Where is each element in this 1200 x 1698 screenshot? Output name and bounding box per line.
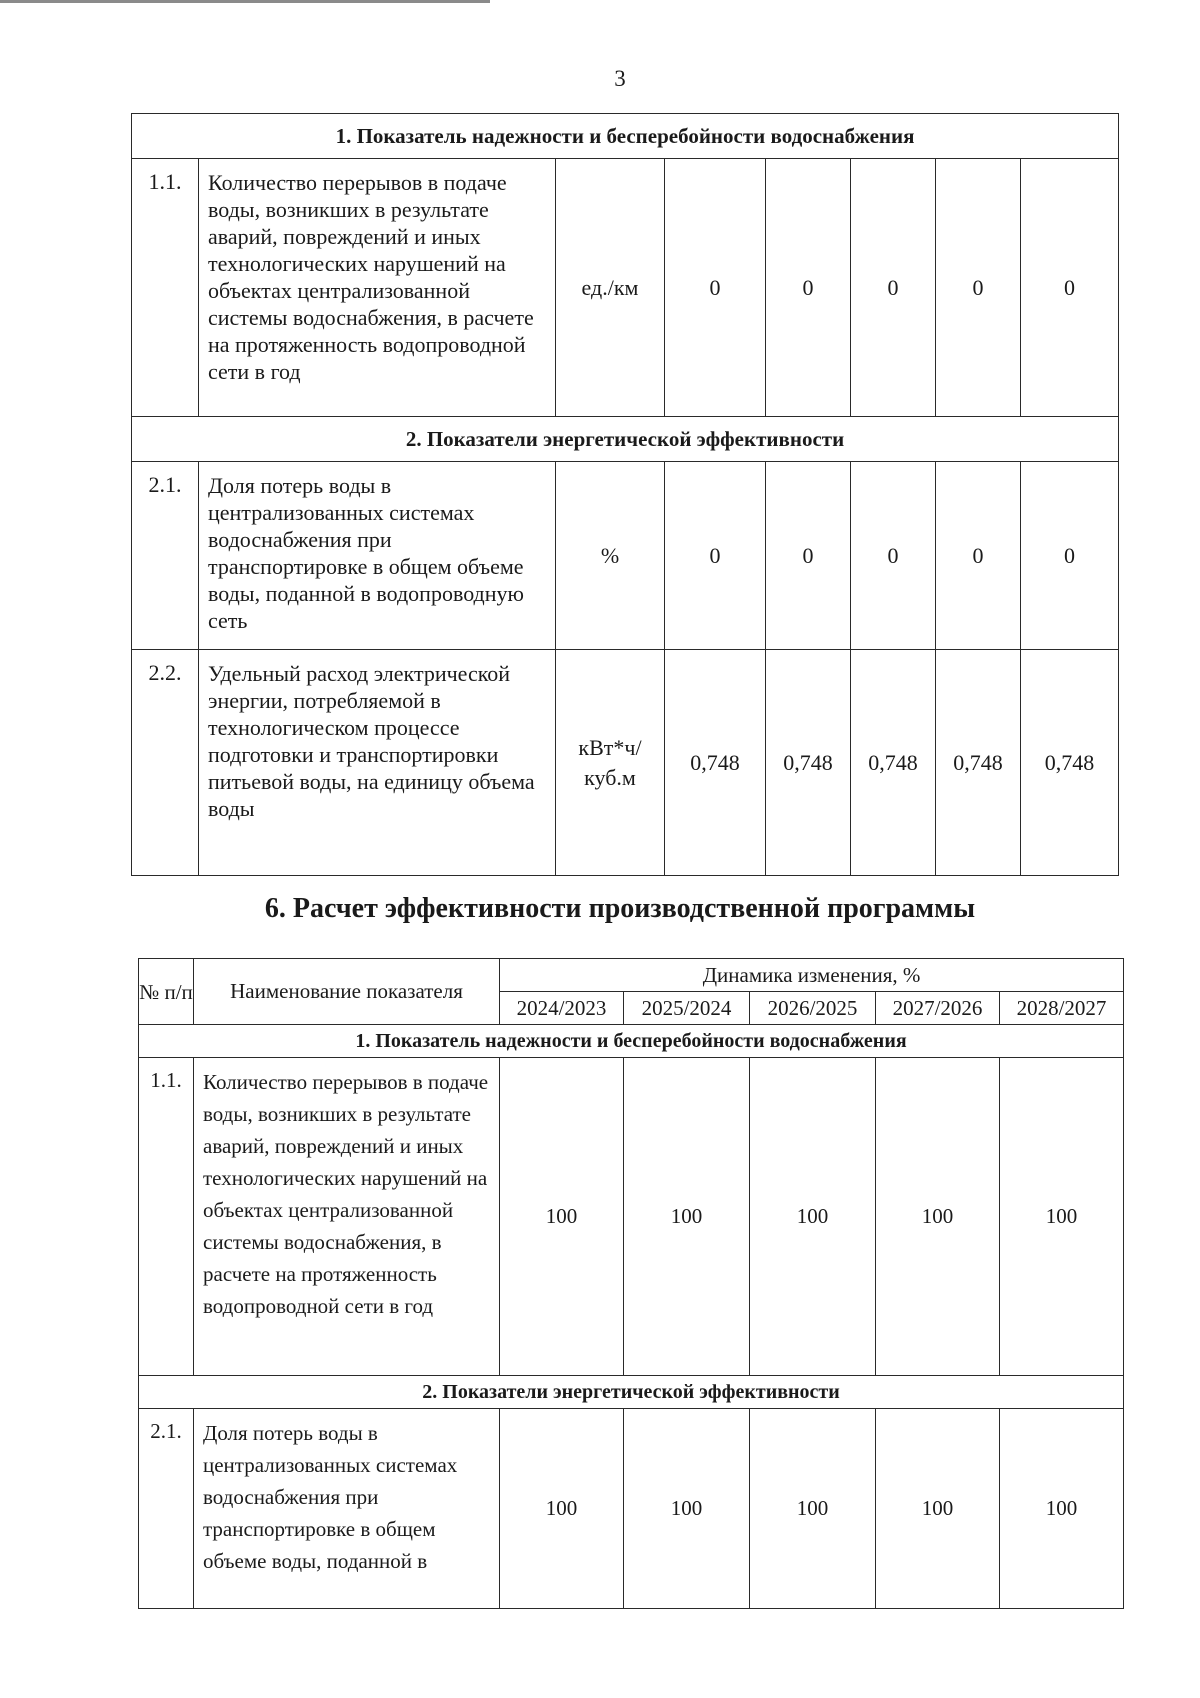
value-cell: 100 xyxy=(500,1058,624,1376)
value-cell: 100 xyxy=(624,1409,750,1609)
section-header: 2. Показатели энергетической эффективности xyxy=(139,1376,1124,1409)
value-cell: 0 xyxy=(936,462,1021,650)
value-cell: 100 xyxy=(876,1409,1000,1609)
row-number: 2.1. xyxy=(132,462,199,650)
value-cell: 100 xyxy=(500,1409,624,1609)
year-header: 2024/2023 xyxy=(500,992,624,1025)
indicator-name: Удельный расход электрической энергии, потребляемой в технологическом процессе подготовки и транспортировки питьевой воды, на единицу объема воды xyxy=(199,650,556,876)
value-cell: 0 xyxy=(1021,462,1119,650)
efficiency-table xyxy=(138,958,1124,1609)
table-row xyxy=(139,1376,1124,1409)
value-cell: 0 xyxy=(851,159,936,417)
indicator-name: Количество перерывов в подаче воды, возникших в результате аварий, повреждений и иных технологических нарушений на объектах централизованной системы водоснабжения, в расчете на протяженность водопроводной сети в год xyxy=(199,159,556,417)
indicator-name: Доля потерь воды в централизованных системах водоснабжения при транспортировке в общем объеме воды, поданной в водопроводную сеть xyxy=(199,462,556,650)
value-cell: 100 xyxy=(750,1058,876,1376)
value-cell: 100 xyxy=(624,1058,750,1376)
row-number: 1.1. xyxy=(139,1058,194,1376)
section-header: 1. Показатель надежности и бесперебойности водоснабжения xyxy=(139,1025,1124,1058)
row-number: 2.2. xyxy=(132,650,199,876)
year-header: 2028/2027 xyxy=(1000,992,1124,1025)
table-row xyxy=(139,1025,1124,1058)
indicator-name: Доля потерь воды в централизованных системах водоснабжения при транспортировке в общем объеме воды, поданной в xyxy=(194,1409,500,1609)
section-header: 2. Показатели энергетической эффективности xyxy=(132,417,1119,462)
scan-edge xyxy=(0,0,490,3)
year-header: 2025/2024 xyxy=(624,992,750,1025)
value-cell: 0,748 xyxy=(665,650,766,876)
value-cell: 100 xyxy=(750,1409,876,1609)
unit-cell: % xyxy=(556,462,665,650)
page-number: 3 xyxy=(614,66,626,91)
row-number: 2.1. xyxy=(139,1409,194,1609)
value-cell: 0 xyxy=(665,159,766,417)
value-cell: 100 xyxy=(876,1058,1000,1376)
value-cell: 0 xyxy=(766,159,851,417)
value-cell: 0 xyxy=(665,462,766,650)
indicators-table xyxy=(131,113,1119,876)
value-cell: 0,748 xyxy=(1021,650,1119,876)
section-title: 6. Расчет эффективности производственной программы xyxy=(264,893,976,924)
value-cell: 0 xyxy=(936,159,1021,417)
unit-cell: кВт*ч/ куб.м xyxy=(556,650,665,876)
table-row xyxy=(139,1409,1124,1609)
value-cell: 0,748 xyxy=(851,650,936,876)
value-cell: 0 xyxy=(1021,159,1119,417)
header-name: Наименование показателя xyxy=(194,959,500,1025)
unit-cell: ед./км xyxy=(556,159,665,417)
value-cell: 0 xyxy=(766,462,851,650)
table-row xyxy=(132,462,1119,650)
year-header: 2027/2026 xyxy=(876,992,1000,1025)
section-header: 1. Показатель надежности и бесперебойности водоснабжения xyxy=(132,114,1119,159)
table-row xyxy=(132,159,1119,417)
value-cell: 100 xyxy=(1000,1058,1124,1376)
header-group: Динамика изменения, % xyxy=(500,959,1124,992)
year-header: 2026/2025 xyxy=(750,992,876,1025)
value-cell: 0,748 xyxy=(766,650,851,876)
table-header-row xyxy=(139,959,1124,992)
row-number: 1.1. xyxy=(132,159,199,417)
value-cell: 0,748 xyxy=(936,650,1021,876)
value-cell: 100 xyxy=(1000,1409,1124,1609)
table-row xyxy=(139,1058,1124,1376)
table-row xyxy=(132,417,1119,462)
table-row xyxy=(132,650,1119,876)
header-num: № п/п xyxy=(139,959,194,1025)
value-cell: 0 xyxy=(851,462,936,650)
indicator-name: Количество перерывов в подаче воды, возникших в результате аварий, повреждений и иных технологических нарушений на объектах централизованной системы водоснабжения, в расчете на протяженность водопроводной сети в год xyxy=(194,1058,500,1376)
table-row xyxy=(132,114,1119,159)
